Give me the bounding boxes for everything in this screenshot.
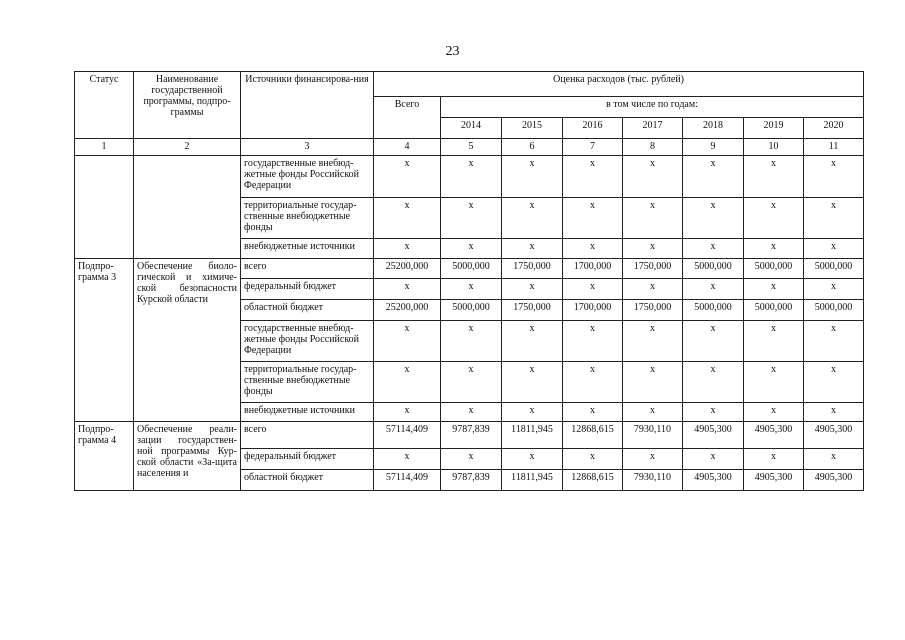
value-cell: x (623, 198, 683, 239)
header-year: 2014 (441, 118, 502, 139)
value-cell: x (563, 198, 623, 239)
value-cell: x (563, 362, 623, 403)
value-cell: x (683, 321, 744, 362)
value-cell: x (804, 239, 864, 259)
value-cell: x (744, 403, 804, 422)
program-name-cell: Обеспечение биоло-гической и химиче-ской безопасности Курской области (134, 259, 241, 422)
header-year: 2017 (623, 118, 683, 139)
table-row (75, 259, 864, 279)
table-row (75, 156, 864, 198)
value-cell: 12868,615 (563, 470, 623, 491)
value-cell: x (441, 239, 502, 259)
header-row (75, 72, 864, 97)
value-cell: 5000,000 (744, 259, 804, 279)
value-cell: x (683, 362, 744, 403)
value-cell: 12868,615 (563, 422, 623, 449)
value-cell: x (623, 449, 683, 470)
value-cell: x (502, 449, 563, 470)
value-cell: x (623, 156, 683, 198)
program-name-cell: Обеспечение реали-зации государствен-ной программы Кур-ской области «За-щита населения и (134, 422, 241, 491)
header-sources: Источники финансирова-ния (241, 72, 374, 139)
value-cell: x (683, 239, 744, 259)
value-cell: 4905,300 (683, 422, 744, 449)
value-cell: x (683, 156, 744, 198)
value-cell: x (374, 279, 441, 300)
value-cell: x (563, 239, 623, 259)
value-cell: 4905,300 (744, 470, 804, 491)
value-cell: x (374, 362, 441, 403)
value-cell: x (502, 156, 563, 198)
column-index: 11 (804, 139, 864, 156)
page-number: 23 (445, 44, 460, 59)
column-index: 9 (683, 139, 744, 156)
value-cell: x (623, 362, 683, 403)
value-cell: 9787,839 (441, 470, 502, 491)
value-cell: 57114,409 (374, 470, 441, 491)
status-cell: Подпро-грамма 3 (75, 259, 134, 422)
value-cell: 4905,300 (804, 470, 864, 491)
source-cell: государственные внебюд-жетные фонды Российской Федерации (241, 321, 374, 362)
value-cell: 4905,300 (683, 470, 744, 491)
value-cell: 5000,000 (441, 300, 502, 321)
value-cell: 11811,945 (502, 422, 563, 449)
value-cell: x (441, 449, 502, 470)
value-cell: 11811,945 (502, 470, 563, 491)
value-cell: x (374, 156, 441, 198)
value-cell: 57114,409 (374, 422, 441, 449)
value-cell: x (804, 279, 864, 300)
source-cell: областной бюджет (241, 470, 374, 491)
column-index: 4 (374, 139, 441, 156)
column-index: 7 (563, 139, 623, 156)
value-cell: x (683, 198, 744, 239)
value-cell: 9787,839 (441, 422, 502, 449)
header-expenses: Оценка расходов (тыс. рублей) (374, 72, 864, 97)
value-cell: x (804, 198, 864, 239)
value-cell: x (502, 403, 563, 422)
value-cell: 7930,110 (623, 422, 683, 449)
value-cell: x (374, 449, 441, 470)
status-cell: Подпро-грамма 4 (75, 422, 134, 491)
value-cell: 1750,000 (623, 300, 683, 321)
column-index: 3 (241, 139, 374, 156)
value-cell: x (744, 279, 804, 300)
value-cell: x (374, 198, 441, 239)
value-cell: x (502, 362, 563, 403)
column-index: 10 (744, 139, 804, 156)
value-cell: x (744, 362, 804, 403)
value-cell: x (563, 279, 623, 300)
value-cell: x (683, 403, 744, 422)
value-cell: 1700,000 (563, 300, 623, 321)
header-status: Статус (75, 72, 134, 139)
value-cell: 5000,000 (683, 300, 744, 321)
value-cell: x (441, 403, 502, 422)
value-cell: x (683, 449, 744, 470)
column-index: 5 (441, 139, 502, 156)
value-cell: 25200,000 (374, 300, 441, 321)
value-cell: x (502, 198, 563, 239)
value-cell: x (502, 321, 563, 362)
value-cell: 1750,000 (502, 300, 563, 321)
value-cell: x (502, 239, 563, 259)
value-cell: x (683, 279, 744, 300)
value-cell: 5000,000 (441, 259, 502, 279)
source-cell: внебюджетные источники (241, 403, 374, 422)
column-index: 2 (134, 139, 241, 156)
value-cell: 7930,110 (623, 470, 683, 491)
value-cell: x (563, 156, 623, 198)
value-cell: x (804, 403, 864, 422)
header-by-years: в том числе по годам: (441, 97, 864, 118)
header-year: 2015 (502, 118, 563, 139)
value-cell: x (441, 362, 502, 403)
column-index-row (75, 139, 864, 156)
value-cell: x (744, 156, 804, 198)
value-cell: x (804, 449, 864, 470)
source-cell: государственные внебюд-жетные фонды Российской Федерации (241, 156, 374, 198)
value-cell: x (623, 239, 683, 259)
column-index: 6 (502, 139, 563, 156)
value-cell: 5000,000 (804, 259, 864, 279)
value-cell: x (804, 156, 864, 198)
header-year: 2018 (683, 118, 744, 139)
source-cell: внебюджетные источники (241, 239, 374, 259)
value-cell: 4905,300 (804, 422, 864, 449)
source-cell: федеральный бюджет (241, 449, 374, 470)
status-cell (75, 156, 134, 259)
value-cell: 25200,000 (374, 259, 441, 279)
value-cell: 1750,000 (623, 259, 683, 279)
header-total: Всего (374, 97, 441, 139)
source-cell: федеральный бюджет (241, 279, 374, 300)
value-cell: x (441, 156, 502, 198)
value-cell: x (744, 198, 804, 239)
value-cell: 1700,000 (563, 259, 623, 279)
value-cell: x (623, 403, 683, 422)
header-year: 2019 (744, 118, 804, 139)
value-cell: x (441, 321, 502, 362)
value-cell: 4905,300 (744, 422, 804, 449)
value-cell: x (441, 279, 502, 300)
value-cell: x (374, 403, 441, 422)
value-cell: 5000,000 (683, 259, 744, 279)
value-cell: 5000,000 (744, 300, 804, 321)
header-year: 2020 (804, 118, 864, 139)
table-row (75, 422, 864, 449)
source-cell: территориальные государ-ственные внебюджетные фонды (241, 198, 374, 239)
column-index: 1 (75, 139, 134, 156)
value-cell: x (744, 239, 804, 259)
value-cell: x (744, 321, 804, 362)
value-cell: 1750,000 (502, 259, 563, 279)
program-name-cell (134, 156, 241, 259)
value-cell: x (563, 449, 623, 470)
value-cell: x (563, 321, 623, 362)
value-cell: x (623, 321, 683, 362)
value-cell: x (623, 279, 683, 300)
source-cell: областной бюджет (241, 300, 374, 321)
header-year: 2016 (563, 118, 623, 139)
value-cell: x (804, 321, 864, 362)
value-cell: x (804, 362, 864, 403)
source-cell: территориальные государ-ственные внебюджетные фонды (241, 362, 374, 403)
value-cell: 5000,000 (804, 300, 864, 321)
value-cell: x (374, 239, 441, 259)
source-cell: всего (241, 422, 374, 449)
column-index: 8 (623, 139, 683, 156)
source-cell: всего (241, 259, 374, 279)
header-name: Наименование государственной программы, подпро-граммы (134, 72, 241, 139)
value-cell: x (502, 279, 563, 300)
value-cell: x (374, 321, 441, 362)
budget-table (74, 71, 864, 491)
value-cell: x (563, 403, 623, 422)
value-cell: x (441, 198, 502, 239)
value-cell: x (744, 449, 804, 470)
